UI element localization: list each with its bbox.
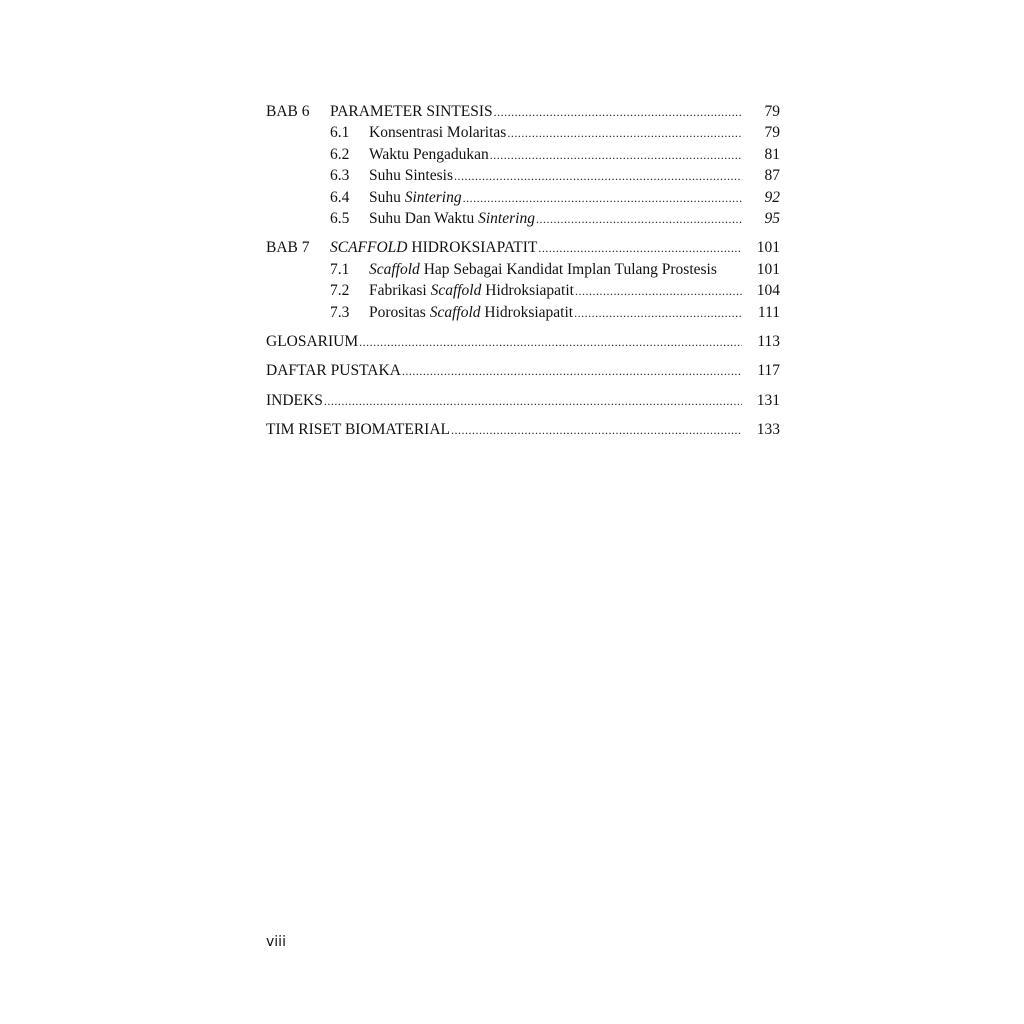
toc-title-italic-part: Scaffold xyxy=(430,282,482,300)
toc-entry-title xyxy=(369,280,574,301)
toc-entry-page: 113 xyxy=(757,332,780,350)
toc-entry-page: 79 xyxy=(764,103,780,120)
toc-entry-number: 7.1 xyxy=(330,260,350,278)
toc-entry-number: 7.3 xyxy=(330,303,350,321)
toc-entry-page: 131 xyxy=(756,391,780,409)
dot-leader xyxy=(489,145,742,165)
toc-entry-number: 6.4 xyxy=(330,188,350,206)
dot-leader xyxy=(462,188,742,208)
toc-entry xyxy=(266,259,780,280)
toc-entry xyxy=(266,165,780,186)
toc-entry-title xyxy=(369,208,535,229)
toc-entry-label xyxy=(330,259,742,280)
toc-entry-number: BAB 7 xyxy=(266,239,310,257)
toc-entry-label xyxy=(266,237,742,258)
dot-leader xyxy=(401,361,742,381)
toc-entry-title xyxy=(369,165,453,186)
toc-entry-page: 133 xyxy=(756,421,780,439)
dot-leader xyxy=(493,102,742,122)
dot-leader xyxy=(358,332,742,352)
toc-entry-page: 101 xyxy=(756,239,780,257)
toc-entry-title xyxy=(330,237,537,258)
toc-entry-page: 95 xyxy=(764,209,780,227)
toc-entry xyxy=(266,360,780,381)
toc-entry-page: 104 xyxy=(756,282,780,300)
toc-entry-label xyxy=(330,122,742,143)
toc-entry-label xyxy=(330,165,742,186)
dot-leader xyxy=(573,303,742,323)
toc-title-part: Waktu Pengadukan xyxy=(369,145,489,163)
toc-title-part: GLOSARIUM xyxy=(266,332,359,350)
toc-title-italic-part: SCAFFOLD xyxy=(330,239,408,257)
toc-title-italic-part: Sintering xyxy=(478,209,535,227)
toc-entry-title xyxy=(369,259,717,280)
toc-entry-page: 87 xyxy=(764,167,780,185)
toc-entry-page: 81 xyxy=(764,145,780,163)
dot-leader xyxy=(453,166,742,186)
toc-entry-page: 79 xyxy=(764,124,780,142)
toc-entry xyxy=(266,237,780,258)
toc-entry-title xyxy=(369,144,489,165)
dot-leader xyxy=(323,391,742,411)
toc-entry-label xyxy=(330,302,742,323)
toc-entry-label xyxy=(330,187,742,208)
toc-title-part: Hidroksiapatit xyxy=(481,282,574,300)
toc-entry xyxy=(266,280,780,301)
dot-leader xyxy=(450,420,742,440)
toc-entry-number: 7.2 xyxy=(330,282,350,300)
toc-entry xyxy=(266,187,780,208)
toc-title-part: Suhu Sintesis xyxy=(369,167,453,185)
dot-leader xyxy=(574,281,742,301)
toc-entry-title xyxy=(266,331,358,352)
toc-entry-label xyxy=(266,390,742,411)
toc-title-part: Hap Sebagai Kandidat Implan Tulang Prostesis xyxy=(419,260,717,278)
toc-entry-number: BAB 6 xyxy=(266,103,310,120)
table-of-contents xyxy=(266,101,780,440)
toc-title-part: Suhu xyxy=(369,188,405,206)
toc-entry xyxy=(266,101,780,122)
toc-title-part: Porositas xyxy=(369,303,430,321)
toc-entry-title xyxy=(369,122,506,143)
toc-entry-title xyxy=(369,302,573,323)
toc-entry-page: 117 xyxy=(757,362,780,380)
page-number: viii xyxy=(266,934,286,950)
toc-entry-label xyxy=(330,144,742,165)
toc-title-part: PARAMETER SINTESIS xyxy=(330,103,493,120)
toc-title-italic-part: Scaffold xyxy=(429,303,481,321)
toc-entry-label xyxy=(266,419,742,440)
toc-entry-label xyxy=(330,208,742,229)
toc-title-part: TIM RISET BIOMATERIAL xyxy=(266,421,450,439)
toc-entry-title xyxy=(266,390,323,411)
toc-title-part: Konsentrasi Molaritas xyxy=(369,124,507,142)
toc-entry xyxy=(266,331,780,352)
toc-entry-label xyxy=(266,101,742,122)
toc-title-italic-part: Sintering xyxy=(404,188,462,206)
toc-entry-number: 6.1 xyxy=(330,124,350,142)
toc-entry-title xyxy=(369,187,462,208)
toc-entry-label xyxy=(330,280,742,301)
toc-entry xyxy=(266,302,780,323)
toc-entry-page: 92 xyxy=(764,188,780,206)
toc-entry-number: 6.3 xyxy=(330,167,350,185)
toc-entry xyxy=(266,122,780,143)
toc-entry-title xyxy=(330,101,493,122)
toc-entry xyxy=(266,144,780,165)
toc-title-part: Suhu Dan Waktu xyxy=(369,209,479,227)
toc-entry xyxy=(266,419,780,440)
toc-title-part: Fabrikasi xyxy=(369,282,431,300)
toc-entry-page: 101 xyxy=(756,260,780,278)
toc-entry-number: 6.5 xyxy=(330,209,350,227)
toc-entry-label xyxy=(266,360,742,381)
toc-entry-title xyxy=(266,419,450,440)
toc-title-part: DAFTAR PUSTAKA xyxy=(266,362,401,380)
toc-entry-title xyxy=(266,360,401,381)
toc-title-italic-part: Scaffold xyxy=(369,260,420,278)
toc-title-part: HIDROKSIAPATIT xyxy=(407,239,538,257)
toc-title-part: INDEKS xyxy=(266,391,323,409)
toc-entry-label xyxy=(266,331,742,352)
dot-leader xyxy=(537,238,742,258)
dot-leader xyxy=(506,123,742,143)
toc-entry-page: 111 xyxy=(757,303,780,321)
toc-entry-number: 6.2 xyxy=(330,145,350,163)
dot-leader xyxy=(535,209,742,229)
toc-entry xyxy=(266,208,780,229)
toc-title-part: Hidroksiapatit xyxy=(480,303,574,321)
toc-entry xyxy=(266,390,780,411)
